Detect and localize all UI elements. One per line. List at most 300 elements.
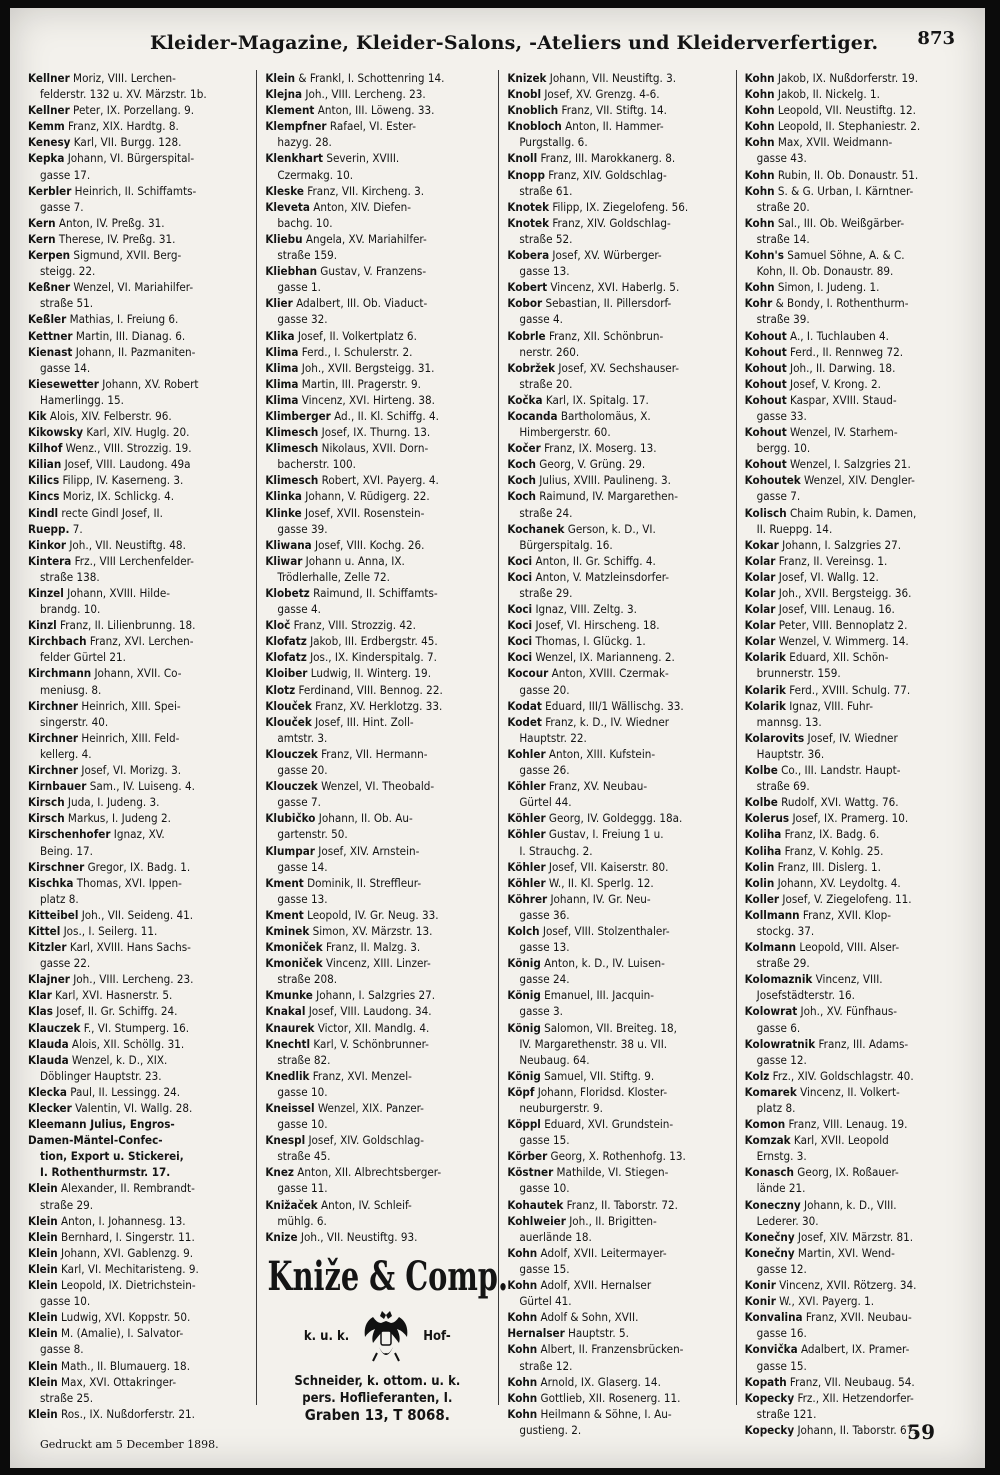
surname: Klier <box>265 296 293 311</box>
double-eagle-crest-icon <box>359 1309 413 1365</box>
entry-continuation: straße 29. <box>519 586 573 600</box>
column-1 <box>28 70 257 1421</box>
entry-continuation: Trödlerhalle, Zelle 72. <box>277 569 390 584</box>
surname: Kopecky <box>744 1390 795 1405</box>
directory-entry: Kirchner Heinrich, XIII. Feld- <box>28 730 180 745</box>
surname: Koci <box>507 618 533 633</box>
directory-entry: Kolbe Co., III. Landstr. Haupt- <box>744 763 901 778</box>
entry-continuation: gasse 13. <box>519 940 570 955</box>
directory-entry: Kohn Leopold, II. Stephaniestr. 2. <box>744 119 921 134</box>
directory-entry: Kopecky Johann, II. Taborstr. 67. <box>744 1422 917 1437</box>
directory-entry: Kohn Adolf & Sohn, XVII. <box>507 1310 639 1325</box>
directory-entry: Klika Josef, II. Volkertplatz 6. <box>265 328 417 343</box>
surname: Kohout <box>744 425 787 440</box>
surname: Kepka <box>28 151 65 166</box>
surname: Koliha <box>744 827 782 842</box>
directory-entry: Kepka Johann, VI. Bürgerspital- <box>28 151 195 166</box>
directory-entry: Kettner Martin, III. Dianag. 6. <box>28 328 186 343</box>
entry-continuation: gasse 10. <box>277 1117 328 1132</box>
directory-entry: König Anton, k. D., IV. Luisen- <box>507 956 665 971</box>
directory-entry: Kik Alois, XIV. Felberstr. 96. <box>28 408 172 423</box>
entry-continuation: Kohn, II. Ob. Donaustr. 89. <box>756 264 894 279</box>
surname: Köppl <box>507 1117 541 1132</box>
surname: Klubičko <box>265 811 316 826</box>
directory-entry: Kolin Franz, III. Dislerg. 1. <box>744 859 881 874</box>
surname: Kocanda <box>507 408 558 423</box>
directory-entry: Klouček Josef, III. Hint. Zoll- <box>265 714 414 729</box>
surname: Kočka <box>507 392 543 407</box>
directory-entry: Kliebu Angela, XV. Mariahilfer- <box>265 231 427 246</box>
surname: Klinka <box>265 489 302 504</box>
directory-entry: Kolar Franz, II. Vereinsg. 1. <box>744 553 888 568</box>
entry-continuation: gasse 17. <box>40 167 91 182</box>
directory-entry: Klima Ferd., I. Schulerstr. 2. <box>265 344 413 359</box>
directory-entry: Klein Math., II. Blumauerg. 18. <box>28 1358 191 1373</box>
surname: Klika <box>265 328 295 343</box>
directory-entry: Kocour Anton, XVIII. Czermak- <box>507 666 669 681</box>
directory-entry: Kellner Peter, IX. Porzellang. 9. <box>28 103 195 118</box>
directory-entry: Köstner Mathilde, VI. Stiegen- <box>507 1165 669 1180</box>
surname: Kilhof <box>28 441 63 456</box>
directory-entry: Kmoniček Franz, II. Malzg. 3. <box>265 940 421 955</box>
directory-entry: Koch Julius, XVIII. Paulineng. 3. <box>507 473 671 488</box>
surname: Kindl <box>28 505 59 520</box>
surname: Kerbler <box>28 183 72 198</box>
surname: Kenesy <box>28 135 71 150</box>
directory-entry: Klinke Josef, XVII. Rosenstein- <box>265 505 425 520</box>
surname: Klempfner <box>265 119 327 134</box>
entry-continuation: straße 69. <box>756 779 810 794</box>
entry-continuation: gasse 4. <box>519 312 563 327</box>
surname: Kliebhan <box>265 264 317 279</box>
entry-continuation: hazyg. 28. <box>277 135 332 150</box>
directory-entry: Konasch Georg, IX. Roßauer- <box>744 1165 899 1180</box>
entry-continuation: mühlg. 6. <box>277 1213 327 1228</box>
directory-entry: Klein Anton, I. Johannesg. 13. <box>28 1213 186 1228</box>
entry-continuation: Purgstallg. 6. <box>519 135 588 150</box>
surname: Kohn <box>744 183 775 198</box>
surname: Koci <box>507 553 533 568</box>
directory-entry: Knedlik Franz, XVI. Menzel- <box>265 1068 412 1083</box>
directory-entry: Kitteibel Joh., VII. Seideng. 41. <box>28 907 194 922</box>
directory-entry: Kohout Josef, V. Krong. 2. <box>744 376 881 391</box>
directory-entry: Koller Josef, V. Ziegelofeng. 11. <box>744 891 912 906</box>
directory-entry: Kolarovits Josef, IV. Wiedner <box>744 730 898 745</box>
entry-continuation: gasse 12. <box>756 1261 807 1276</box>
surname: Kern <box>28 231 56 246</box>
surname: Koci <box>507 634 533 649</box>
directory-entry: Kment Leopold, IV. Gr. Neug. 33. <box>265 907 439 922</box>
entry-continuation: gasse 10. <box>40 1294 91 1309</box>
directory-entry: Kobor Sebastian, II. Pillersdorf- <box>507 296 672 311</box>
directory-entry: Konir W., XVI. Payerg. 1. <box>744 1294 875 1309</box>
surname: Kneissel <box>265 1101 315 1115</box>
surname: Kolar <box>744 634 776 649</box>
page-header <box>10 26 985 66</box>
directory-entry: Klauczek F., VI. Stumperg. 16. <box>28 1020 190 1035</box>
directory-entry: Knobloch Anton, II. Hammer- <box>507 119 664 134</box>
directory-entry: Kohn S. & G. Urban, I. Kärntner- <box>744 183 914 198</box>
directory-entry: Kochanek Gerson, k. D., VI. <box>507 521 656 536</box>
entry-continuation: IV. Margarethenstr. 38 u. VII. <box>519 1036 668 1051</box>
surname: Kohout <box>744 344 787 359</box>
directory-entry: Kleveta Anton, XIV. Diefen- <box>265 199 412 214</box>
surname: Klotz <box>265 682 296 697</box>
directory-entry: Koliha Franz, V. Kohlg. 25. <box>744 843 884 858</box>
surname: Kodat <box>507 698 542 713</box>
directory-entry: Kohr & Bondy, I. Rothenthurm- <box>744 296 909 311</box>
surname: Kmoniček <box>265 940 323 955</box>
directory-entry: Kolmann Leopold, VIII. Alser- <box>744 940 900 955</box>
directory-entry: Kienast Johann, II. Pazmaniten- <box>28 344 196 359</box>
surname: Kobrle <box>507 328 546 343</box>
entry-continuation: felderstr. 132 u. XV. Märzstr. 1b. <box>40 87 207 102</box>
directory-entry: Kocanda Bartholomäus, X. <box>507 408 651 423</box>
directory-entry: Klotz Ferdinand, VIII. Bennog. 22. <box>265 682 443 697</box>
directory-entry: Klein Karl, VI. Mechitaristeng. 9. <box>28 1261 199 1276</box>
surname: Kolarovits <box>744 730 805 745</box>
directory-entry: Köhler Georg, IV. Goldeggg. 18a. <box>507 811 683 826</box>
directory-entry: Kinkor Joh., VII. Neustiftg. 48. <box>28 537 186 552</box>
surname: Kirchbach <box>28 634 87 649</box>
surname: Kolch <box>507 923 540 938</box>
surname: Kilics <box>28 473 60 488</box>
directory-entry: Ruepp. 7. <box>28 521 83 536</box>
directory-entry: Kolar Wenzel, V. Wimmerg. 14. <box>744 634 909 649</box>
surname: Kohn <box>744 135 775 150</box>
directory-entry: Klauda Alois, XII. Schöllg. 31. <box>28 1036 185 1051</box>
directory-entry: Kischka Thomas, XVI. Ippen- <box>28 875 182 890</box>
directory-entry: Kolowratnik Franz, III. Adams- <box>744 1036 909 1051</box>
directory-entry: Klenkhart Severin, XVIII. <box>265 151 400 166</box>
column-3 <box>507 70 736 1437</box>
entry-continuation: gasse 26. <box>519 763 570 778</box>
surname: Kohoutek <box>744 473 801 488</box>
surname: Klinke <box>265 505 302 520</box>
surname: Kohn <box>507 1374 538 1389</box>
surname: Klima <box>265 360 299 375</box>
entry-continuation: straße 24. <box>519 505 573 520</box>
directory-entry: Kolar Joh., XVII. Bergsteigg. 36. <box>744 586 912 600</box>
surname: Klajner <box>28 972 70 987</box>
directory-entry: Kodat Eduard, III/1 Wällischg. 33. <box>507 698 684 713</box>
entry-continuation: gasse 7. <box>40 199 84 214</box>
directory-entry: Klein Johann, XVI. Gablenzg. 9. <box>28 1245 194 1260</box>
directory-entry: Koch Raimund, IV. Margarethen- <box>507 489 678 504</box>
directory-entry: Kmunke Johann, I. Salzgries 27. <box>265 988 436 1003</box>
directory-entry: Köhler W., II. Kl. Sperlg. 12. <box>507 875 654 890</box>
surname: Knižaček <box>265 1197 318 1212</box>
surname: Keßler <box>28 312 67 327</box>
entry-continuation: auerlände 18. <box>519 1229 592 1244</box>
surname: Klouček <box>265 714 312 729</box>
directory-entry: Klima Joh., XVII. Bergsteigg. 31. <box>265 360 435 375</box>
surname: Konečny <box>744 1245 795 1260</box>
surname: Kohn <box>507 1310 538 1325</box>
surname: Kellner <box>28 103 70 118</box>
surname: Kolarik <box>744 698 786 713</box>
directory-entry: Kirsch Markus, I. Judeng 2. <box>28 811 171 826</box>
directory-entry: Klajner Joh., VIII. Lercheng. 23. <box>28 972 194 987</box>
directory-entry: Klofatz Jos., IX. Kinderspitalg. 7. <box>265 650 437 665</box>
surname: Kloiber <box>265 666 308 681</box>
directory-entry: Kohout Wenzel, I. Salzgries 21. <box>744 457 911 472</box>
directory-entry: Knespl Josef, XIV. Goldschlag- <box>265 1133 425 1148</box>
surname: Klouczek <box>265 746 318 761</box>
surname: Köhler <box>507 875 546 890</box>
surname: Knaurek <box>265 1020 315 1035</box>
surname: Kolisch <box>744 505 787 520</box>
directory-entry: Koci Josef, VI. Hirscheng. 18. <box>507 618 660 633</box>
entry-continuation: straße 12. <box>519 1358 573 1373</box>
directory-entry: Kirchmann Johann, XVII. Co- <box>28 666 182 681</box>
directory-entry: Kohn Rubin, II. Ob. Donaustr. 51. <box>744 167 919 182</box>
entry-continuation: brandg. 10. <box>40 602 101 617</box>
directory-entry: Konir Vincenz, XVII. Rötzerg. 34. <box>744 1278 917 1293</box>
entry-continuation: gasse 32. <box>277 312 328 327</box>
directory-entry: Kirchner Heinrich, XIII. Spei- <box>28 698 181 713</box>
entry-continuation: gasse 7. <box>756 489 801 504</box>
directory-entry: Kloiber Ludwig, II. Winterg. 19. <box>265 666 432 681</box>
surname: Kikowsky <box>28 425 84 440</box>
surname: Kohout <box>744 360 787 375</box>
directory-entry: Keßler Mathias, I. Freiung 6. <box>28 312 179 327</box>
entry-continuation: gasse 11. <box>277 1181 328 1196</box>
surname: Kinkor <box>28 537 67 552</box>
surname: Klimesch <box>265 425 319 440</box>
directory-entry: Knaurek Victor, XII. Mandlg. 4. <box>265 1020 430 1035</box>
surname: Klas <box>28 1004 53 1019</box>
directory-entry: Kohout A., I. Tuchlauben 4. <box>744 328 889 343</box>
directory-entry: Kohn Albert, II. Franzensbrücken- <box>507 1342 684 1357</box>
entry-continuation: straße 121. <box>756 1406 817 1421</box>
directory-entry: Kirsch Juda, I. Judeng. 3. <box>28 795 160 810</box>
surname: Kolar <box>744 618 776 633</box>
directory-entry: Klejna Joh., VIII. Lercheng. 23. <box>265 87 426 102</box>
directory-entry: Kohout Wenzel, IV. Starhem- <box>744 425 898 440</box>
directory-entry: Kirschner Gregor, IX. Badg. 1. <box>28 859 191 874</box>
entry-continuation: gasse 22. <box>40 956 91 971</box>
directory-entry: Knize Joh., VII. Neustiftg. 93. <box>265 1229 418 1244</box>
directory-entry: Kneissel Wenzel, XIX. Panzer- <box>265 1101 424 1115</box>
surname: Komon <box>744 1117 786 1132</box>
directory-entry: Kinzl Franz, II. Lilienbrunng. 18. <box>28 618 196 633</box>
directory-entry: Komon Franz, VIII. Lenaug. 19. <box>744 1117 908 1132</box>
directory-entry: Kintera Frz., VIII Lerchenfelder- <box>28 553 194 568</box>
surname: Klauda <box>28 1052 69 1067</box>
directory-entry: Knotek Filipp, IX. Ziegelofeng. 56. <box>507 199 689 214</box>
directory-entry: Kolisch Chaim Rubin, k. Damen, <box>744 505 917 520</box>
directory-entry: Klein Ludwig, XVI. Koppstr. 50. <box>28 1310 191 1325</box>
surname: Köstner <box>507 1165 554 1180</box>
entry-continuation: gasse 24. <box>519 972 570 987</box>
surname: Kohn <box>507 1278 538 1293</box>
surname: Konvička <box>744 1342 798 1357</box>
surname: Koci <box>507 602 533 617</box>
print-date: Gedruckt am 5 December 1898. <box>40 1438 219 1451</box>
directory-entry: Konečny Josef, XIV. Märzstr. 81. <box>744 1229 914 1244</box>
surname: Kolar <box>744 586 776 600</box>
entry-continuation: gasse 10. <box>277 1084 328 1099</box>
directory-entry: Kolin Johann, XV. Leydoltg. 4. <box>744 875 901 890</box>
surname: Kintera <box>28 553 72 568</box>
entry-continuation: straße 14. <box>756 231 810 246</box>
directory-entry: Kohout Kaspar, XVIII. Staud- <box>744 392 897 407</box>
surname: Kohr <box>744 296 773 311</box>
surname: Koci <box>507 569 533 584</box>
surname: Kohn <box>507 1406 538 1421</box>
surname: Knedlik <box>265 1068 310 1083</box>
surname: Kirsch <box>28 795 65 810</box>
surname: Kobert <box>507 280 548 295</box>
surname: Kment <box>265 875 304 890</box>
surname: Kern <box>28 215 56 230</box>
directory-entry: Köhrer Johann, IV. Gr. Neu- <box>507 891 651 906</box>
surname: Koliha <box>744 843 782 858</box>
surname: Klein <box>28 1261 58 1276</box>
entry-continuation: Neubaug. 64. <box>519 1052 590 1067</box>
entry-continuation: gasse 20. <box>277 763 328 778</box>
entry-continuation: gasse 14. <box>40 360 91 375</box>
directory-entry: Kočer Franz, IX. Moserg. 13. <box>507 441 657 456</box>
entry-continuation: gartenstr. 50. <box>277 827 348 842</box>
directory-entry: Komarek Vincenz, II. Volkert- <box>744 1084 900 1099</box>
entry-continuation: bergg. 10. <box>756 441 811 456</box>
entry-continuation: brunnerstr. 159. <box>756 666 841 681</box>
directory-entry: Kindl recte Gindl Josef, II. <box>28 505 163 520</box>
directory-entry: Knakal Josef, VIII. Laudong. 34. <box>265 1004 432 1019</box>
entry-continuation: gasse 4. <box>277 602 321 617</box>
entry-continuation: gasse 3. <box>519 1004 563 1019</box>
knize-advertisement <box>265 1252 509 1424</box>
entry-continuation: Gürtel 44. <box>519 795 572 810</box>
directory-entry: Klimesch Josef, IX. Thurng. 13. <box>265 425 431 440</box>
directory-entry: Kolerus Josef, IX. Pramerg. 10. <box>744 811 909 826</box>
surname: Knizek <box>507 71 547 85</box>
directory-entry: Kokar Johann, I. Salzgries 27. <box>744 537 902 552</box>
entry-continuation: bacherstr. 100. <box>277 457 356 472</box>
directory-entry: Kohn Gottlieb, XII. Rosenerg. 11. <box>507 1390 681 1405</box>
surname: Kolar <box>744 602 776 617</box>
surname: Klauczek <box>28 1020 81 1035</box>
surname: Kitzler <box>28 940 67 955</box>
surname: Klecka <box>28 1084 67 1099</box>
surname: Kohn <box>744 167 775 182</box>
directory-entry: Kolar Josef, VIII. Lenaug. 16. <box>744 602 895 617</box>
directory-entry: Kohn Simon, I. Judeng. 1. <box>744 280 880 295</box>
directory-entry: Kliebhan Gustav, V. Franzens- <box>265 264 427 279</box>
entry-continuation: Gürtel 41. <box>519 1294 572 1309</box>
surname: Kincs <box>28 489 60 504</box>
surname: Klar <box>28 988 52 1003</box>
directory-entry: Kemm Franz, XIX. Hardtg. 8. <box>28 119 179 134</box>
directory-entry: Kment Dominik, II. Streffleur- <box>265 875 422 890</box>
signature-mark: 59 <box>907 1420 935 1444</box>
directory-entry: Kellner Moriz, VIII. Lerchen- <box>28 71 176 85</box>
surname: Kolin <box>744 859 775 874</box>
directory-entry: Kolarik Ferd., XVIII. Schulg. 77. <box>744 682 911 697</box>
surname: Klouczek <box>265 779 318 794</box>
surname: Kirchner <box>28 763 79 778</box>
entry-continuation: Being. 17. <box>40 843 93 858</box>
ad-right-text: Hof- <box>423 1328 451 1344</box>
entry-continuation: gasse 6. <box>756 1020 801 1035</box>
surname: Kolbe <box>744 763 778 778</box>
surname: Knechtl <box>265 1036 311 1051</box>
surname: Klein <box>28 1358 58 1373</box>
directory-entry: Hernalser Hauptstr. 5. <box>507 1326 629 1341</box>
directory-entry: Kohn Jakob, IX. Nußdorferstr. 19. <box>744 71 919 85</box>
highlighted-entry <box>28 1132 253 1148</box>
entry-continuation: gasse 43. <box>756 151 807 166</box>
directory-entry: Kohn Max, XVII. Weidmann- <box>744 135 893 150</box>
surname: Kleske <box>265 183 304 198</box>
directory-entry: Kohautek Franz, II. Taborstr. 72. <box>507 1197 678 1212</box>
surname: Klouček <box>265 698 312 713</box>
directory-entry: Körber Georg, X. Rothenhofg. 13. <box>507 1149 686 1164</box>
surname: Kohn <box>744 103 775 118</box>
entry-continuation: straße 39. <box>756 312 810 327</box>
surname: Konvalina <box>744 1310 803 1325</box>
entry-continuation: gasse 15. <box>756 1358 807 1373</box>
surname: Köhler <box>507 779 546 794</box>
surname: Klein <box>28 1326 58 1341</box>
directory-entry: Knizek Johann, VII. Neustiftg. 3. <box>507 71 677 85</box>
directory-entry: Knotek Franz, XIV. Goldschlag- <box>507 215 671 230</box>
directory-entry: Keßner Wenzel, VI. Mariahilfer- <box>28 280 194 295</box>
surname: Knakal <box>265 1004 306 1019</box>
surname: Knez <box>265 1165 294 1180</box>
directory-entry: Kilics Filipp, IV. Kaserneng. 3. <box>28 473 184 488</box>
surname: Kohout <box>744 328 787 343</box>
entry-continuation: gasse 39. <box>277 521 328 536</box>
directory-entry: Kolch Josef, VIII. Stolzenthaler- <box>507 923 670 938</box>
directory-entry: Kobera Josef, XV. Würberger- <box>507 248 662 263</box>
directory-entry: Kolarik Eduard, XII. Schön- <box>744 650 889 665</box>
directory-entry: Klement Anton, III. Löweng. 33. <box>265 103 435 118</box>
surname: Kittel <box>28 923 61 938</box>
directory-entry: Kleske Franz, VII. Kircheng. 3. <box>265 183 425 198</box>
directory-entry: Knobl Josef, XV. Grenzg. 4-6. <box>507 87 660 102</box>
directory-entry: Klouček Franz, XV. Herklotzg. 33. <box>265 698 443 713</box>
surname: Klein <box>28 1310 58 1325</box>
surname: Koller <box>744 891 780 906</box>
directory-entry: Kincs Moriz, IX. Schlickg. 4. <box>28 489 175 504</box>
surname: Klimesch <box>265 473 319 488</box>
surname: Kohn's <box>744 248 784 263</box>
surname: Klofatz <box>265 650 307 665</box>
surname: Klein <box>28 1213 58 1228</box>
ad-text-lines <box>265 1373 489 1424</box>
surname: Köhler <box>507 859 546 874</box>
directory-entry: Knoll Franz, III. Marokkanerg. 8. <box>507 151 676 166</box>
surname: Kodet <box>507 714 542 729</box>
entry-continuation: lände 21. <box>756 1181 806 1196</box>
directory-entry: Koneczny Johann, k. D., VIII. <box>744 1197 897 1212</box>
surname: Kolerus <box>744 811 790 826</box>
directory-entry: Kobert Vincenz, XVI. Haberlg. 5. <box>507 280 680 295</box>
surname: Kohout <box>744 457 787 472</box>
directory-entry: Kočka Karl, IX. Spitalg. 17. <box>507 392 649 407</box>
directory-entry: Kobrle Franz, XII. Schönbrun- <box>507 328 664 343</box>
directory-entry: Klempfner Rafael, VI. Ester- <box>265 119 416 134</box>
surname: Kik <box>28 408 47 423</box>
surname: Konečny <box>744 1229 795 1244</box>
directory-entry: Kohler Anton, XIII. Kufstein- <box>507 746 656 761</box>
entry-continuation: singerstr. 40. <box>40 714 109 729</box>
entry-continuation: Josefstädterstr. 16. <box>756 988 855 1003</box>
entry-continuation: Lederer. 30. <box>756 1213 819 1228</box>
